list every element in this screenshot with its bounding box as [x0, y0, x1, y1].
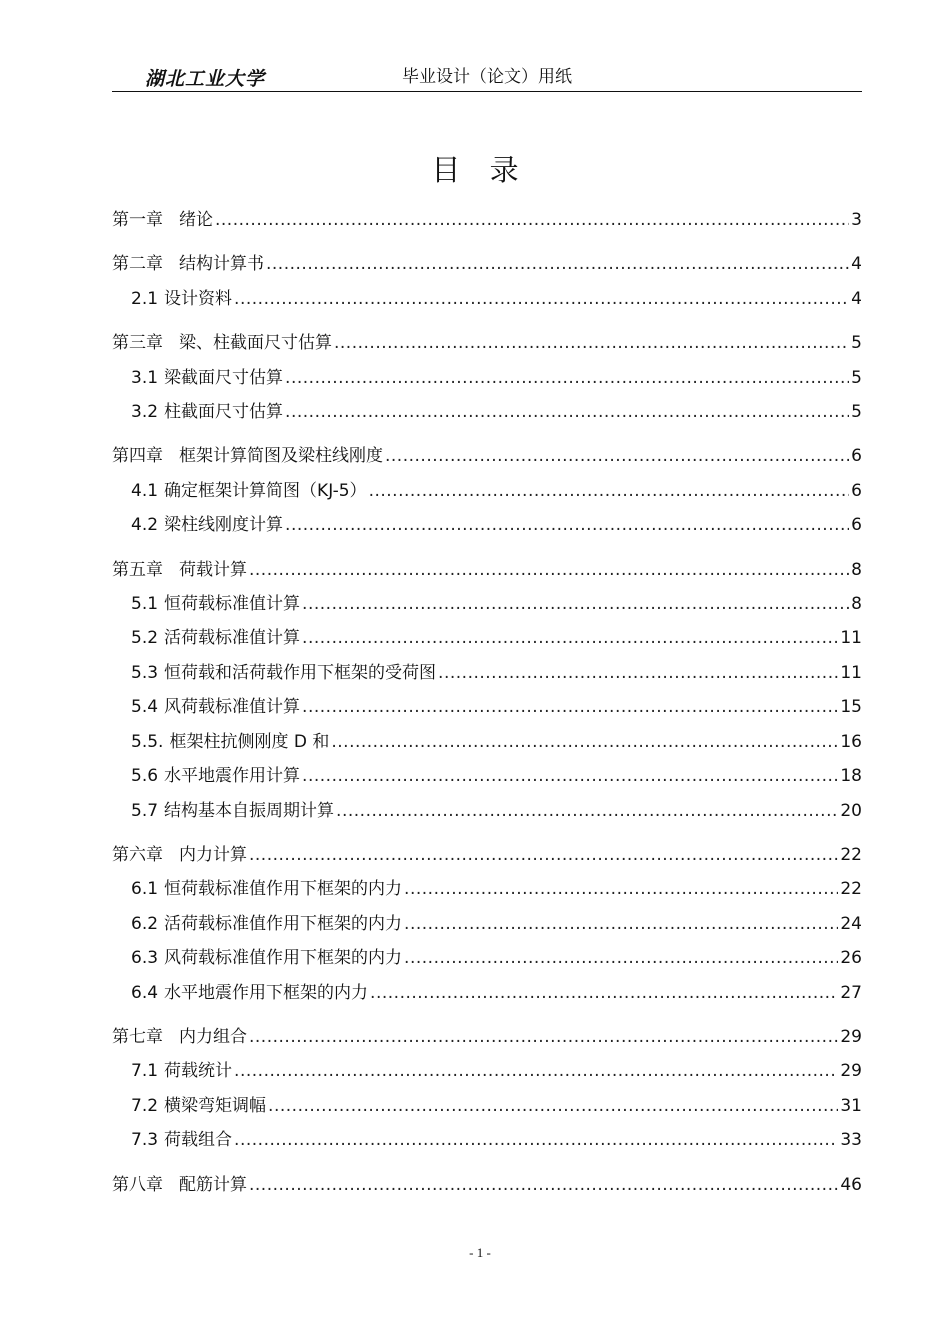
toc-entry-page: 15 [840, 697, 862, 718]
toc-entry-label: 活荷载标准值作用下框架的内力 [164, 913, 403, 934]
toc-entry-label: 恒荷载标准值计算 [164, 594, 301, 615]
toc-entry-page: 11 [840, 628, 862, 649]
toc-dot-leader [369, 474, 850, 508]
toc-chapter-entry[interactable] [112, 326, 862, 360]
toc-entry-label: 绪论 [179, 210, 213, 230]
toc-dot-leader [249, 1020, 838, 1054]
toc-section-entry[interactable] [112, 282, 862, 316]
toc-entry-number: 第八章 [112, 1174, 163, 1195]
toc-entry-label: 水平地震作用下框架的内力 [164, 982, 369, 1003]
page-number: - 1 - [469, 1245, 491, 1260]
toc-entry-label: 风荷载标准值作用下框架的内力 [164, 948, 403, 969]
toc-dot-leader [404, 907, 838, 941]
toc-section-entry[interactable] [112, 1054, 862, 1088]
toc-entry-label: 风荷载标准值计算 [164, 697, 301, 718]
toc-dot-leader [302, 759, 838, 793]
toc-entry-page: 22 [840, 844, 862, 865]
toc-entry-label: 结构计算书 [179, 254, 264, 275]
toc-entry-number: 第二章 [112, 254, 163, 275]
toc-entry-page: 46 [840, 1174, 862, 1195]
university-logo: 湖北工业大学 [142, 68, 268, 90]
toc-entry-label: 配筋计算 [179, 1174, 247, 1195]
toc-entry-number: 5.1 [131, 594, 159, 615]
toc-dot-leader [249, 838, 838, 872]
toc-dot-leader [302, 690, 838, 724]
toc-entry-page: 29 [840, 1061, 862, 1082]
toc-chapter-entry[interactable] [112, 838, 862, 872]
toc-entry-label: 梁截面尺寸估算 [164, 367, 284, 388]
toc-entry-label: 确定框架计算简图（KJ-5） [164, 480, 367, 501]
toc-section-entry[interactable] [112, 976, 862, 1010]
toc-entry-number: 5.5. [131, 731, 164, 752]
toc-entry-page: 5 [851, 367, 862, 388]
toc-dot-leader [234, 1054, 838, 1088]
toc-dot-leader [266, 247, 849, 281]
toc-section-entry[interactable] [112, 656, 862, 690]
toc-section-entry[interactable] [112, 587, 862, 621]
toc-section-entry[interactable] [112, 621, 862, 655]
toc-entry-number: 6.4 [131, 982, 159, 1003]
toc-entry-label: 柱截面尺寸估算 [164, 402, 284, 423]
toc-dot-leader [215, 203, 849, 237]
toc-entry-label: 荷载统计 [164, 1061, 233, 1082]
toc-entry-number: 6.2 [131, 913, 159, 934]
toc-section-entry[interactable] [112, 759, 862, 793]
toc-dot-leader [302, 587, 849, 621]
toc-entry-page: 6 [851, 515, 862, 536]
toc-entry-page: 11 [840, 662, 862, 683]
toc-dot-leader [404, 872, 838, 906]
toc-entry-label: 水平地震作用计算 [164, 766, 301, 787]
toc-entry-number: 4.2 [131, 515, 159, 536]
toc-entry-number: 第六章 [112, 844, 163, 865]
toc-entry-number: 第一章 [112, 210, 163, 230]
toc-entry-number: 2.1 [131, 288, 159, 309]
page-header [112, 60, 862, 94]
toc-entry-page: 20 [840, 800, 862, 821]
toc-section-entry[interactable] [112, 361, 862, 395]
toc-dot-leader [268, 1089, 838, 1123]
toc-chapter-entry[interactable] [112, 553, 862, 587]
header-title: 毕业设计（论文）用纸 [402, 67, 572, 87]
toc-entry-page: 4 [851, 254, 862, 275]
toc-entry-page: 18 [840, 766, 862, 787]
toc-dot-leader [331, 725, 838, 759]
toc-entry-number: 5.6 [131, 766, 159, 787]
toc-dot-leader [249, 1168, 838, 1202]
toc-entry-number: 第七章 [112, 1026, 163, 1047]
toc-entry-label: 荷载计算 [179, 559, 247, 580]
toc-dot-leader [234, 282, 849, 316]
toc-entry-number: 6.3 [131, 948, 159, 969]
toc-section-entry[interactable] [112, 941, 862, 975]
header-rule [112, 91, 862, 92]
toc-title: 目 录 [431, 153, 529, 187]
toc-section-entry[interactable] [112, 1123, 862, 1157]
toc-entry-label: 恒荷载标准值作用下框架的内力 [164, 879, 403, 900]
toc-entry-number: 3.2 [131, 402, 159, 423]
toc-entry-label: 活荷载标准值计算 [164, 628, 301, 649]
toc-section-entry[interactable] [112, 907, 862, 941]
toc-section-entry[interactable] [112, 794, 862, 828]
toc-dot-leader [370, 976, 838, 1010]
toc-chapter-entry[interactable] [112, 203, 862, 237]
toc-entry-number: 7.1 [131, 1061, 159, 1082]
toc-dot-leader [385, 439, 849, 473]
toc-entry-label: 梁柱线刚度计算 [164, 515, 284, 536]
toc-section-entry[interactable] [112, 395, 862, 429]
toc-entry-number: 5.7 [131, 800, 159, 821]
toc-dot-leader [249, 553, 849, 587]
toc-dot-leader [302, 621, 838, 655]
toc-section-entry[interactable] [112, 690, 862, 724]
toc-chapter-entry[interactable] [112, 439, 862, 473]
toc-entry-number: 4.1 [131, 480, 159, 501]
toc-dot-leader [234, 1123, 838, 1157]
toc-entry-label: 梁、柱截面尺寸估算 [179, 333, 332, 354]
toc-entry-label: 内力组合 [179, 1026, 247, 1047]
toc-section-entry[interactable] [112, 872, 862, 906]
toc-entry-number: 5.4 [131, 697, 159, 718]
toc-section-entry[interactable] [112, 725, 862, 759]
toc-entry-label: 设计资料 [164, 288, 233, 309]
toc-entry-label: 荷载组合 [164, 1130, 233, 1151]
toc-dot-leader [334, 326, 849, 360]
toc-chapter-entry[interactable] [112, 1168, 862, 1202]
toc-section-entry[interactable] [112, 1089, 862, 1123]
toc-entry-number: 第四章 [112, 446, 163, 467]
toc-entry-label: 框架柱抗侧刚度 D 和 [169, 731, 330, 752]
toc-entry-page: 5 [851, 402, 862, 423]
toc-entry-number: 5.2 [131, 628, 159, 649]
toc-chapter-entry[interactable] [112, 1020, 862, 1054]
toc-dot-leader [438, 656, 838, 690]
toc-dot-leader [285, 361, 849, 395]
toc-entry-number: 6.1 [131, 879, 159, 900]
toc-entry-page: 24 [840, 913, 862, 934]
toc-entry-page: 8 [851, 594, 862, 615]
toc-entry-page: 26 [840, 948, 862, 969]
toc-entry-label: 横梁弯矩调幅 [164, 1095, 267, 1116]
toc-dot-leader [336, 794, 838, 828]
toc-entry-number: 第五章 [112, 559, 163, 580]
toc-entry-page: 6 [851, 446, 862, 467]
toc-entry-number: 第三章 [112, 333, 163, 354]
toc-entry-number: 3.1 [131, 367, 159, 388]
toc-dot-leader [285, 395, 849, 429]
toc-entry-number: 5.3 [131, 662, 159, 683]
toc-entry-label: 内力计算 [179, 844, 247, 865]
toc-entry-page: 5 [851, 333, 862, 354]
toc-entry-page: 16 [840, 731, 862, 752]
toc-chapter-entry[interactable] [112, 247, 862, 281]
toc-entry-label: 框架计算简图及梁柱线刚度 [179, 446, 383, 467]
toc-dot-leader [404, 941, 838, 975]
toc-section-entry[interactable] [112, 474, 862, 508]
toc-entry-page: 31 [840, 1095, 862, 1116]
toc-entry-page: 22 [840, 879, 862, 900]
toc-entry-page: 3 [851, 210, 862, 230]
toc-entry-page: 33 [840, 1130, 862, 1151]
toc-entry-page: 6 [851, 480, 862, 501]
toc-entry-number: 7.2 [131, 1095, 159, 1116]
toc-entry-label: 恒荷载和活荷载作用下框架的受荷图 [164, 662, 437, 683]
toc-section-entry[interactable] [112, 508, 862, 542]
toc-entry-page: 8 [851, 559, 862, 580]
toc-entry-page: 27 [840, 982, 862, 1003]
table-of-contents [112, 203, 862, 1202]
toc-entry-page: 4 [851, 288, 862, 309]
toc-entry-number: 7.3 [131, 1130, 159, 1151]
toc-dot-leader [285, 508, 849, 542]
toc-entry-label: 结构基本自振周期计算 [164, 800, 335, 821]
toc-entry-page: 29 [840, 1026, 862, 1047]
